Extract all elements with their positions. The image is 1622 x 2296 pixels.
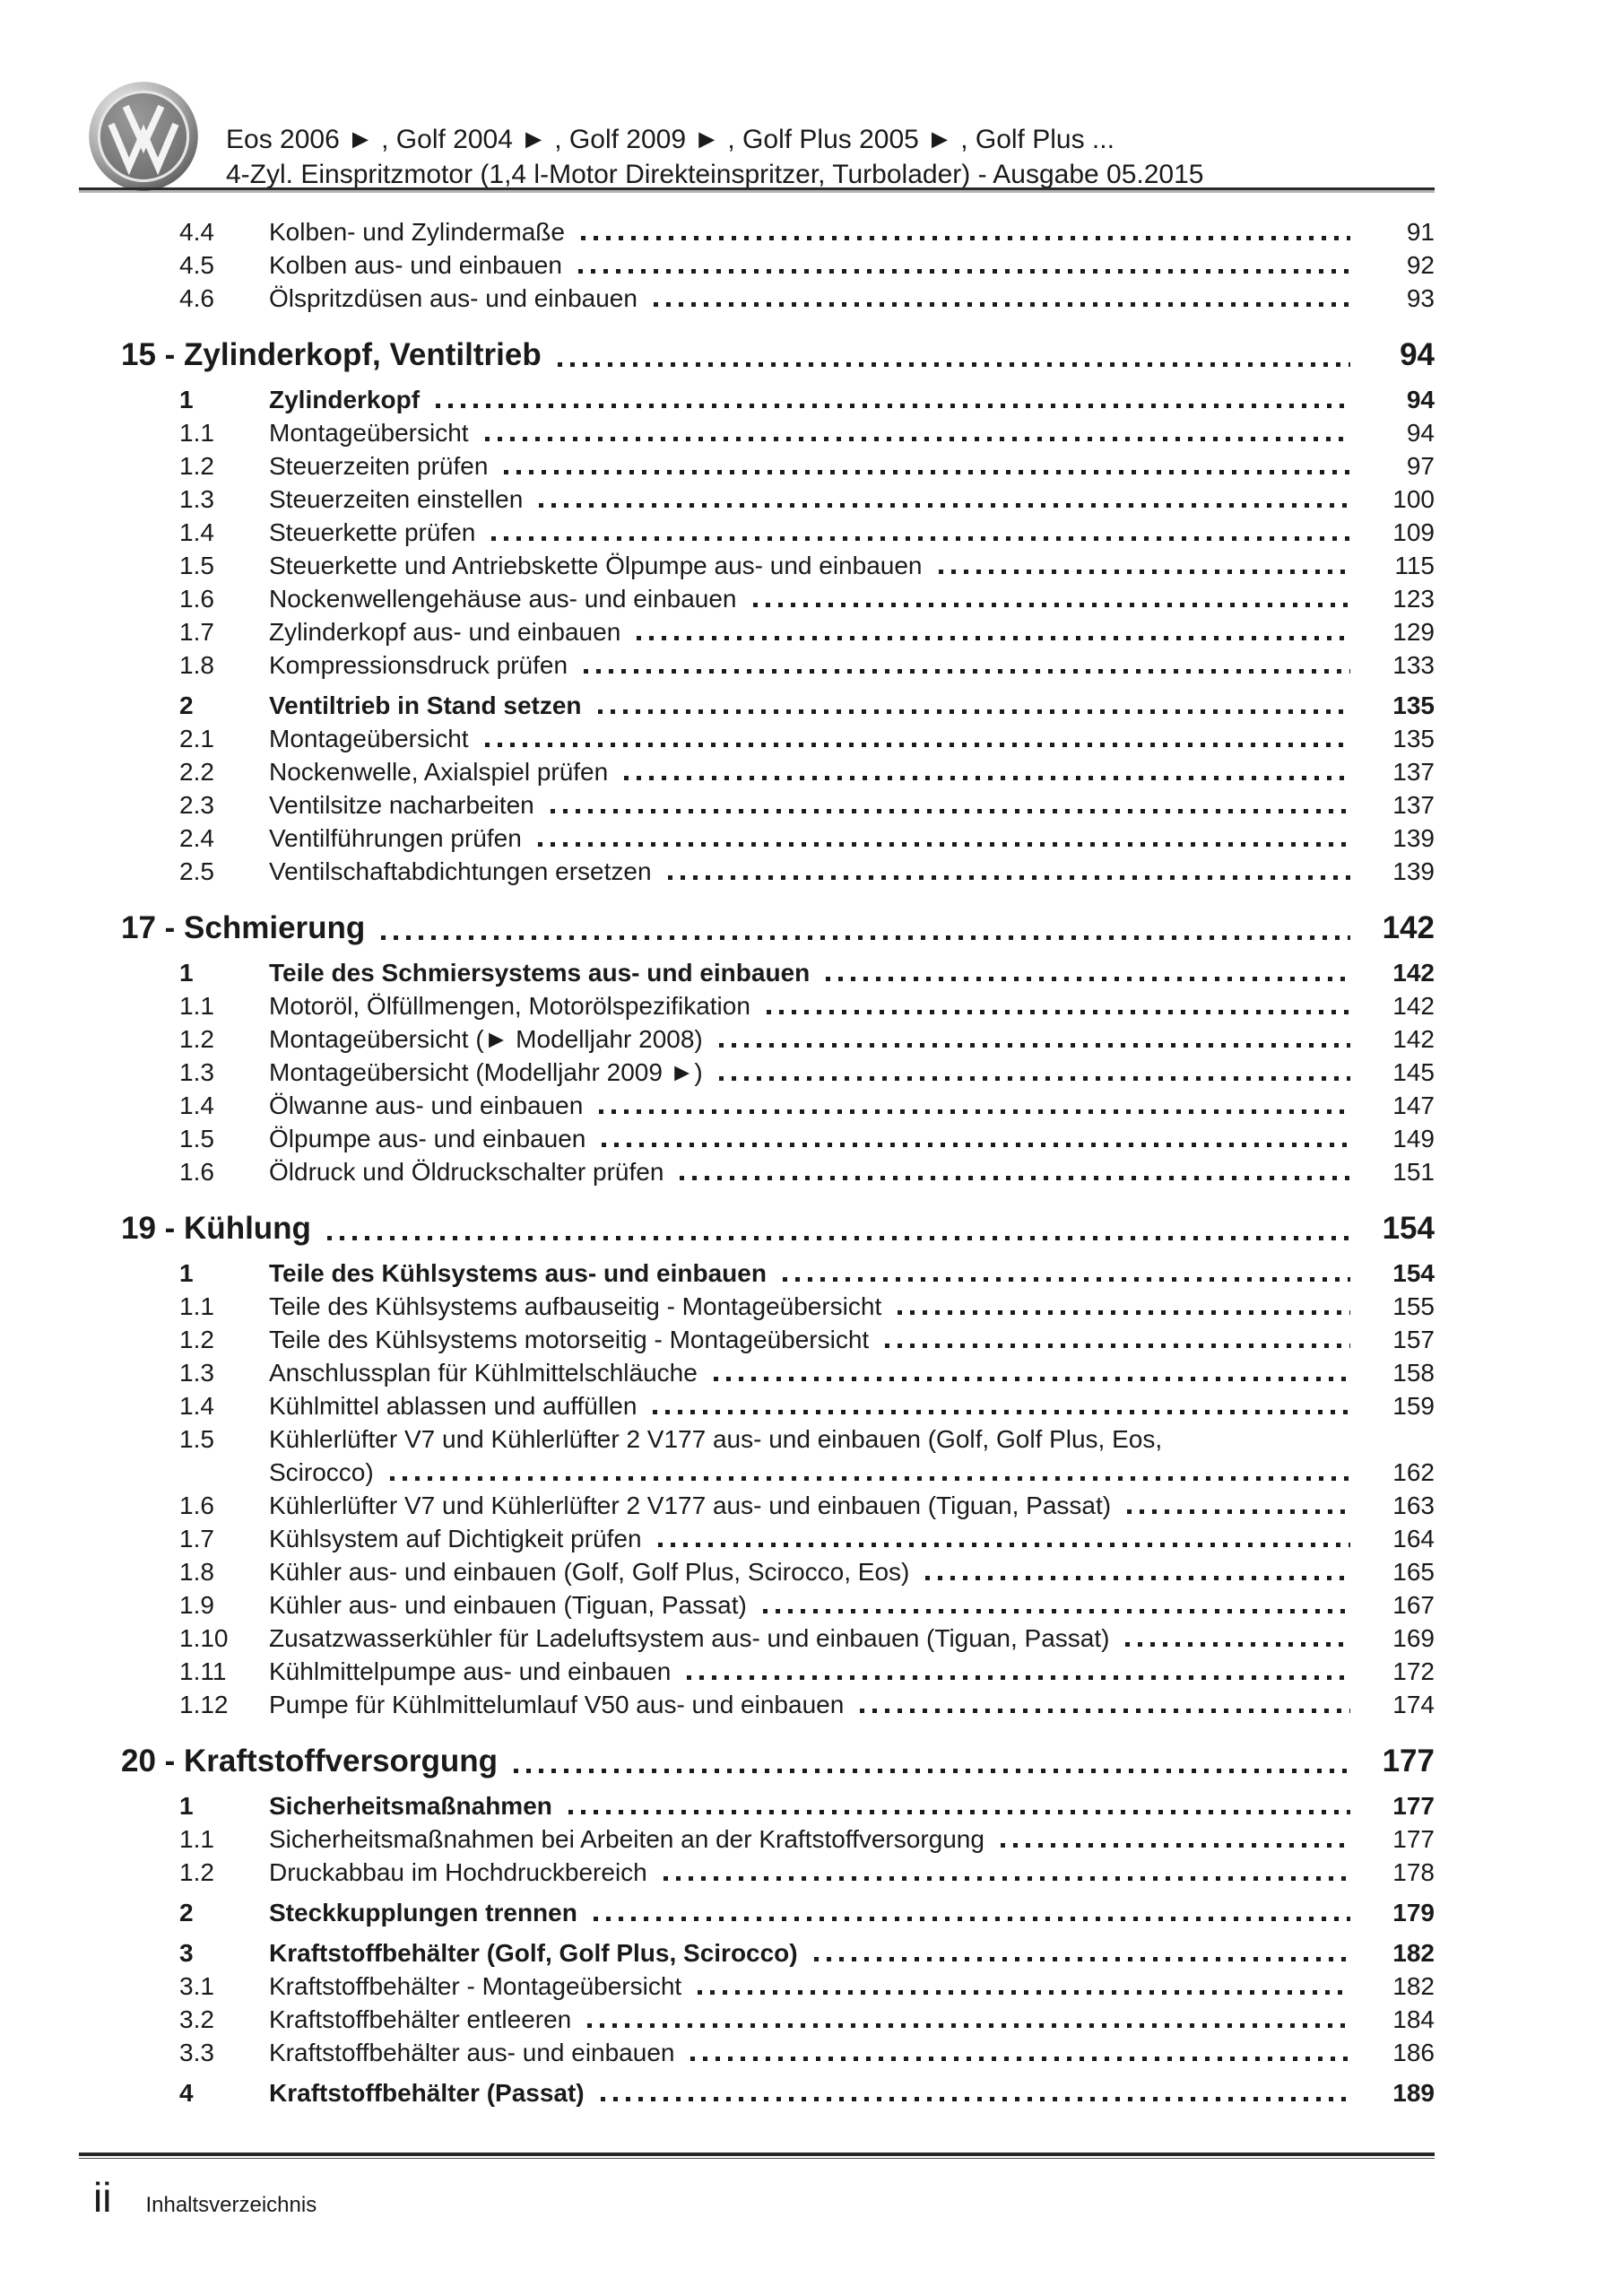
toc-entry-page: 135	[1392, 691, 1435, 719]
toc-entry-title: Druckabbau im Hochdruckbereich	[269, 1858, 647, 1886]
toc-entry-row	[81, 1257, 1435, 1290]
toc-chapter-title: 19 - Kühlung	[121, 1211, 311, 1246]
toc-entry-number: 1	[179, 386, 194, 413]
toc-entry-page: 178	[1392, 1858, 1435, 1886]
toc-entry-title: Kraftstoffbehälter - Montageübersicht	[269, 1972, 682, 2000]
toc-entry-title: Ventilsitze nacharbeiten	[269, 791, 534, 819]
toc-entry-row	[81, 1456, 1435, 1489]
header-model-list: Eos 2006 ► , Golf 2004 ► , Golf 2009 ► , Golf Plus 2005 ► , Golf Plus ...	[226, 125, 1115, 154]
toc-entry-page: 167	[1392, 1591, 1435, 1619]
toc-entry-row	[81, 1688, 1435, 1721]
toc-entry-number: 1.3	[179, 1058, 214, 1086]
dot-leader	[551, 809, 1350, 813]
toc-entry-title: Teile des Kühlsystems motorseitig - Montageübersicht	[269, 1326, 870, 1353]
toc-entry-title: Öldruck und Öldruckschalter prüfen	[269, 1158, 664, 1186]
toc-entry-page: 174	[1392, 1691, 1435, 1718]
toc-chapter-row	[81, 908, 1435, 949]
toc-entry-title: Montageübersicht (► Modelljahr 2008)	[269, 1025, 703, 1053]
page-header	[88, 81, 1203, 192]
toc-entry-page: 169	[1392, 1624, 1435, 1652]
dot-leader	[581, 236, 1350, 240]
toc-entry-number: 3.2	[179, 2005, 214, 2033]
dot-leader	[381, 935, 1350, 940]
toc-entry-page: 142	[1392, 959, 1435, 987]
toc-entry-row	[81, 1356, 1435, 1389]
toc-entry-title: Zylinderkopf	[269, 386, 421, 413]
toc-entry-number: 3	[179, 1939, 194, 1967]
toc-entry-title: Kraftstoffbehälter (Golf, Golf Plus, Scirocco)	[269, 1939, 798, 1967]
toc-entry-row	[81, 483, 1435, 516]
toc-entry-number: 4.6	[179, 284, 214, 312]
toc-entry-row	[81, 788, 1435, 822]
dot-leader	[601, 2097, 1350, 2101]
toc-entry-row	[81, 2076, 1435, 2109]
toc-entry-page: 179	[1392, 1899, 1435, 1926]
toc-entry-row	[81, 1089, 1435, 1122]
toc-entry-title: Steckkupplungen trennen	[269, 1899, 577, 1926]
footer-section-label: Inhaltsverzeichnis	[145, 2193, 317, 2217]
toc-entry-number: 1.1	[179, 992, 214, 1020]
toc-entry-number: 1	[179, 959, 194, 987]
toc-entry-number: 4	[179, 2079, 194, 2107]
dot-leader	[714, 1377, 1350, 1381]
toc-entry-row	[81, 516, 1435, 549]
toc-entry-title: Pumpe für Kühlmittelumlauf V50 aus- und einbauen	[269, 1691, 845, 1718]
toc-entry-number: 1.2	[179, 1326, 214, 1353]
toc-entry-row	[81, 1655, 1435, 1688]
toc-entry-row	[81, 1588, 1435, 1622]
toc-entry-number: 2.5	[179, 857, 214, 885]
header-text-block	[226, 122, 1203, 192]
toc-entry-number: 1.3	[179, 485, 214, 513]
toc-entry-number: 2.3	[179, 791, 214, 819]
toc-entry-title: Kolben- und Zylindermaße	[269, 218, 565, 246]
toc-entry-page: 139	[1392, 857, 1435, 885]
toc-entry-number: 1.9	[179, 1591, 214, 1619]
toc-entry-page: 163	[1392, 1492, 1435, 1519]
toc-entry-title: Sicherheitsmaßnahmen	[269, 1792, 552, 1820]
toc-entry-page: 137	[1392, 758, 1435, 786]
toc-entry-page: 154	[1392, 1259, 1435, 1287]
dot-leader	[602, 1143, 1350, 1147]
toc-entry-title: Kompressionsdruck prüfen	[269, 651, 568, 679]
toc-entry-page: 142	[1392, 992, 1435, 1020]
toc-entry-page: 93	[1406, 284, 1435, 312]
toc-entry-number: 1.8	[179, 1558, 214, 1586]
dot-leader	[680, 1176, 1350, 1180]
dot-leader	[1127, 1509, 1350, 1514]
toc-entry-page: 91	[1406, 218, 1435, 246]
dot-leader	[698, 1990, 1350, 1995]
toc-entry-page: 145	[1392, 1058, 1435, 1086]
toc-entry-title: Steuerkette prüfen	[269, 518, 476, 546]
dot-leader	[814, 1957, 1350, 1961]
toc-entry-page: 164	[1392, 1525, 1435, 1552]
toc-entry-number: 1.5	[179, 1125, 214, 1152]
toc-entry-page: 142	[1392, 1025, 1435, 1053]
toc-entry-page: 155	[1392, 1292, 1435, 1320]
toc-entry-number: 1.1	[179, 419, 214, 447]
dot-leader	[763, 1609, 1350, 1613]
toc-entry-row	[81, 1290, 1435, 1323]
dot-leader	[624, 776, 1350, 780]
toc-entry-title: Montageübersicht (Modelljahr 2009 ►)	[269, 1058, 703, 1086]
dot-leader	[504, 470, 1350, 474]
toc-entry-row	[81, 1822, 1435, 1856]
toc-entry-page: 165	[1392, 1558, 1435, 1586]
dot-leader	[668, 875, 1350, 880]
toc-entry-title: Teile des Kühlsystems aus- und einbauen	[269, 1259, 767, 1287]
toc-entry-number: 1.10	[179, 1624, 229, 1652]
dot-leader	[514, 1769, 1350, 1773]
toc-entry-number: 2	[179, 1899, 194, 1926]
dot-leader	[538, 842, 1350, 847]
dot-leader	[436, 404, 1350, 408]
toc-entry-row	[81, 956, 1435, 989]
toc-entry-page: 147	[1392, 1091, 1435, 1119]
toc-entry-title: Kraftstoffbehälter aus- und einbauen	[269, 2039, 675, 2066]
dot-leader	[584, 669, 1350, 674]
toc-entry-page: 182	[1392, 1939, 1435, 1967]
toc-entry-title: Scirocco)	[269, 1458, 374, 1486]
toc-entry-number: 3.1	[179, 1972, 214, 2000]
toc-entry-page: 172	[1392, 1657, 1435, 1685]
toc-entry-number: 1.3	[179, 1359, 214, 1387]
toc-entry-row	[81, 615, 1435, 648]
toc-entry-row	[81, 549, 1435, 582]
toc-entry-number: 1.11	[179, 1657, 227, 1685]
dot-leader	[690, 2057, 1350, 2061]
toc-entry-page: 109	[1392, 518, 1435, 546]
toc-entry-page: 139	[1392, 824, 1435, 852]
dot-leader	[925, 1576, 1350, 1580]
toc-entry-page: 159	[1392, 1392, 1435, 1420]
toc-entry-row	[81, 2036, 1435, 2069]
toc-entry-title: Ölwanne aus- und einbauen	[269, 1091, 584, 1119]
dot-leader	[390, 1476, 1350, 1481]
vw-logo-icon	[88, 81, 199, 192]
toc-entry-number: 4.4	[179, 218, 214, 246]
toc-entry-row	[81, 855, 1435, 888]
toc-entry-page: 162	[1392, 1458, 1435, 1486]
toc-entry-page: 135	[1392, 725, 1435, 752]
toc-entry-number: 1.6	[179, 585, 214, 613]
dot-leader	[687, 1675, 1350, 1680]
toc-entry-row	[81, 2003, 1435, 2036]
toc-entry-title: Anschlussplan für Kühlmittelschläuche	[269, 1359, 698, 1387]
toc-entry-title: Teile des Kühlsystems aufbauseitig - Montageübersicht	[269, 1292, 882, 1320]
toc-entry-row	[81, 1155, 1435, 1188]
toc-entry-title: Kühlmittel ablassen und auffüllen	[269, 1392, 638, 1420]
toc-entry-page: 177	[1392, 1792, 1435, 1820]
toc-entry-title: Ölpumpe aus- und einbauen	[269, 1125, 586, 1152]
toc-entry-number: 2.2	[179, 758, 214, 786]
toc-entry-row	[81, 989, 1435, 1022]
toc-entry-title: Motoröl, Ölfüllmengen, Motorölspezifikation	[269, 992, 750, 1020]
toc-entry-row	[81, 215, 1435, 248]
toc-chapter-title: 17 - Schmierung	[121, 910, 366, 945]
toc-entry-title: Steuerkette und Antriebskette Ölpumpe aus- und einbauen	[269, 552, 923, 579]
dot-leader	[767, 1010, 1350, 1014]
dot-leader	[664, 1876, 1350, 1881]
toc-entry-number: 1	[179, 1259, 194, 1287]
toc-entry-number: 1.1	[179, 1292, 214, 1320]
toc-chapter-title: 20 - Kraftstoffversorgung	[121, 1744, 499, 1779]
dot-leader	[558, 362, 1350, 367]
dot-leader	[491, 536, 1350, 541]
toc-entry-row	[81, 1896, 1435, 1929]
dot-leader	[637, 636, 1350, 640]
dot-leader	[826, 977, 1350, 981]
toc-entry-title: Kolben aus- und einbauen	[269, 251, 562, 279]
dot-leader	[719, 1076, 1350, 1081]
toc-chapter-page: 154	[1382, 1211, 1435, 1246]
toc-entry-number: 4.5	[179, 251, 214, 279]
dot-leader	[587, 2023, 1350, 2028]
toc-entry-number: 1.4	[179, 1091, 214, 1119]
dot-leader	[539, 503, 1350, 508]
toc-entry-row	[81, 648, 1435, 682]
toc-entry-page: 158	[1392, 1359, 1435, 1387]
table-of-contents	[81, 215, 1435, 2109]
toc-entry-row	[81, 1389, 1435, 1422]
toc-entry-title: Nockenwellengehäuse aus- und einbauen	[269, 585, 737, 613]
toc-entry-number: 1.7	[179, 1525, 214, 1552]
toc-entry-row	[81, 1489, 1435, 1522]
toc-entry-number: 1.6	[179, 1158, 214, 1186]
toc-entry-row	[81, 1522, 1435, 1555]
toc-entry-title: Nockenwelle, Axialspiel prüfen	[269, 758, 609, 786]
toc-entry-number: 1.2	[179, 1858, 214, 1886]
toc-entry-row	[81, 689, 1435, 722]
toc-entry-page: 94	[1406, 419, 1435, 447]
toc-entry-page: 137	[1392, 791, 1435, 819]
toc-entry-number: 2.4	[179, 824, 214, 852]
toc-entry-row	[81, 755, 1435, 788]
toc-entry-number: 1.5	[179, 552, 214, 579]
toc-entry-row	[81, 1970, 1435, 2003]
dot-leader	[898, 1310, 1350, 1315]
toc-entry-page: 129	[1392, 618, 1435, 646]
footer-page-number: ii	[93, 2174, 112, 2221]
toc-entry-number: 1.8	[179, 651, 214, 679]
toc-entry-page: 182	[1392, 1972, 1435, 2000]
toc-entry-number: 3.3	[179, 2039, 214, 2066]
toc-entry-page: 149	[1392, 1125, 1435, 1152]
toc-entry-page: 123	[1392, 585, 1435, 613]
toc-entry-number: 1.5	[179, 1425, 214, 1453]
toc-entry-number: 1.7	[179, 618, 214, 646]
toc-entry-row	[81, 1856, 1435, 1889]
page-footer	[93, 2174, 317, 2221]
toc-entry-row	[81, 1056, 1435, 1089]
toc-entry-page: 189	[1392, 2079, 1435, 2107]
toc-entry-number: 1.2	[179, 1025, 214, 1053]
toc-entry-row	[81, 1323, 1435, 1356]
dot-leader	[654, 302, 1350, 307]
dot-leader	[594, 1917, 1350, 1921]
toc-entry-page: 115	[1394, 552, 1435, 579]
dot-leader	[598, 709, 1350, 714]
toc-entry-title: Steuerzeiten einstellen	[269, 485, 524, 513]
header-divider	[79, 187, 1435, 190]
toc-entry-title: Kraftstoffbehälter (Passat)	[269, 2079, 585, 2107]
toc-entry-title: Kühler aus- und einbauen (Golf, Golf Plus, Scirocco, Eos)	[269, 1558, 910, 1586]
toc-entry-title: Kühlsystem auf Dichtigkeit prüfen	[269, 1525, 642, 1552]
toc-entry-row	[81, 1022, 1435, 1056]
toc-entry-page: 97	[1406, 452, 1435, 480]
toc-entry-number: 1.4	[179, 1392, 214, 1420]
toc-entry-page: 184	[1392, 2005, 1435, 2033]
toc-entry-title: Zylinderkopf aus- und einbauen	[269, 618, 621, 646]
dot-leader	[860, 1709, 1350, 1713]
dot-leader	[1125, 1642, 1350, 1647]
toc-entry-row	[81, 1789, 1435, 1822]
toc-entry-title: Kühlerlüfter V7 und Kühlerlüfter 2 V177 aus- und einbauen (Golf, Golf Plus, Eos,	[269, 1425, 1163, 1453]
toc-entry-page: 186	[1392, 2039, 1435, 2066]
toc-entry-page: 157	[1392, 1326, 1435, 1353]
toc-entry-row	[81, 722, 1435, 755]
dot-leader	[485, 437, 1350, 441]
toc-entry-number: 1.1	[179, 1825, 214, 1853]
toc-entry-row	[81, 822, 1435, 855]
toc-entry-number: 1.12	[179, 1691, 229, 1718]
toc-entry-title: Sicherheitsmaßnahmen bei Arbeiten an der Kraftstoffversorgung	[269, 1825, 984, 1853]
toc-entry-number: 1.4	[179, 518, 214, 546]
toc-entry-title: Montageübersicht	[269, 725, 469, 752]
toc-chapter-page: 142	[1382, 910, 1435, 945]
toc-entry-number: 1.6	[179, 1492, 214, 1519]
toc-entry-title: Zusatzwasserkühler für Ladeluftsystem aus- und einbauen (Tiguan, Passat)	[269, 1624, 1110, 1652]
toc-entry-number: 1.2	[179, 452, 214, 480]
dot-leader	[658, 1543, 1350, 1547]
dot-leader	[485, 743, 1350, 747]
dot-leader	[719, 1043, 1350, 1048]
dot-leader	[599, 1109, 1350, 1114]
toc-entry-page: 100	[1392, 485, 1435, 513]
dot-leader	[783, 1277, 1350, 1282]
toc-entry-title: Ventilführungen prüfen	[269, 824, 522, 852]
toc-entry-title: Montageübersicht	[269, 419, 469, 447]
footer-divider	[79, 2152, 1435, 2159]
toc-entry-row	[81, 582, 1435, 615]
toc-entry-row	[81, 1122, 1435, 1155]
toc-entry-row	[81, 416, 1435, 449]
toc-entry-number: 2	[179, 691, 194, 719]
toc-entry-row	[81, 1555, 1435, 1588]
toc-entry-title: Ölspritzdüsen aus- und einbauen	[269, 284, 638, 312]
dot-leader	[653, 1410, 1350, 1414]
toc-entry-title: Steuerzeiten prüfen	[269, 452, 489, 480]
toc-entry-row	[81, 383, 1435, 416]
toc-entry-row	[81, 1936, 1435, 1970]
toc-entry-page: 151	[1392, 1158, 1435, 1186]
toc-entry-row	[81, 1622, 1435, 1655]
toc-entry-title: Ventiltrieb in Stand setzen	[269, 691, 582, 719]
toc-entry-page: 92	[1406, 251, 1435, 279]
dot-leader	[1001, 1843, 1350, 1848]
toc-entry-row	[81, 1422, 1435, 1456]
toc-chapter-row	[81, 335, 1435, 376]
toc-entry-number: 1	[179, 1792, 194, 1820]
toc-chapter-title: 15 - Zylinderkopf, Ventiltrieb	[121, 337, 542, 372]
toc-entry-page: 94	[1406, 386, 1435, 413]
dot-leader	[327, 1236, 1350, 1240]
toc-entry-title: Kühlerlüfter V7 und Kühlerlüfter 2 V177 aus- und einbauen (Tiguan, Passat)	[269, 1492, 1112, 1519]
toc-entry-row	[81, 449, 1435, 483]
header-engine-edition: 4-Zyl. Einspritzmotor (1,4 l-Motor Direkteinspritzer, Turbolader) - Ausgabe 05.2015	[226, 160, 1204, 189]
dot-leader	[753, 603, 1351, 607]
toc-entry-title: Kraftstoffbehälter entleeren	[269, 2005, 572, 2033]
dot-leader	[568, 1810, 1350, 1814]
toc-entry-title: Kühlmittelpumpe aus- und einbauen	[269, 1657, 672, 1685]
toc-entry-row	[81, 282, 1435, 315]
toc-entry-title: Teile des Schmiersystems aus- und einbauen	[269, 959, 811, 987]
toc-chapter-row	[81, 1208, 1435, 1249]
toc-entry-number: 2.1	[179, 725, 214, 752]
toc-chapter-page: 177	[1382, 1744, 1435, 1779]
toc-entry-page: 133	[1392, 651, 1435, 679]
toc-entry-page: 177	[1392, 1825, 1435, 1853]
toc-chapter-page: 94	[1400, 337, 1435, 372]
dot-leader	[939, 570, 1351, 574]
dot-leader	[885, 1344, 1350, 1348]
toc-chapter-row	[81, 1741, 1435, 1782]
dot-leader	[578, 269, 1350, 274]
toc-entry-title: Ventilschaftabdichtungen ersetzen	[269, 857, 652, 885]
toc-entry-title: Kühler aus- und einbauen (Tiguan, Passat)	[269, 1591, 747, 1619]
toc-entry-row	[81, 248, 1435, 282]
